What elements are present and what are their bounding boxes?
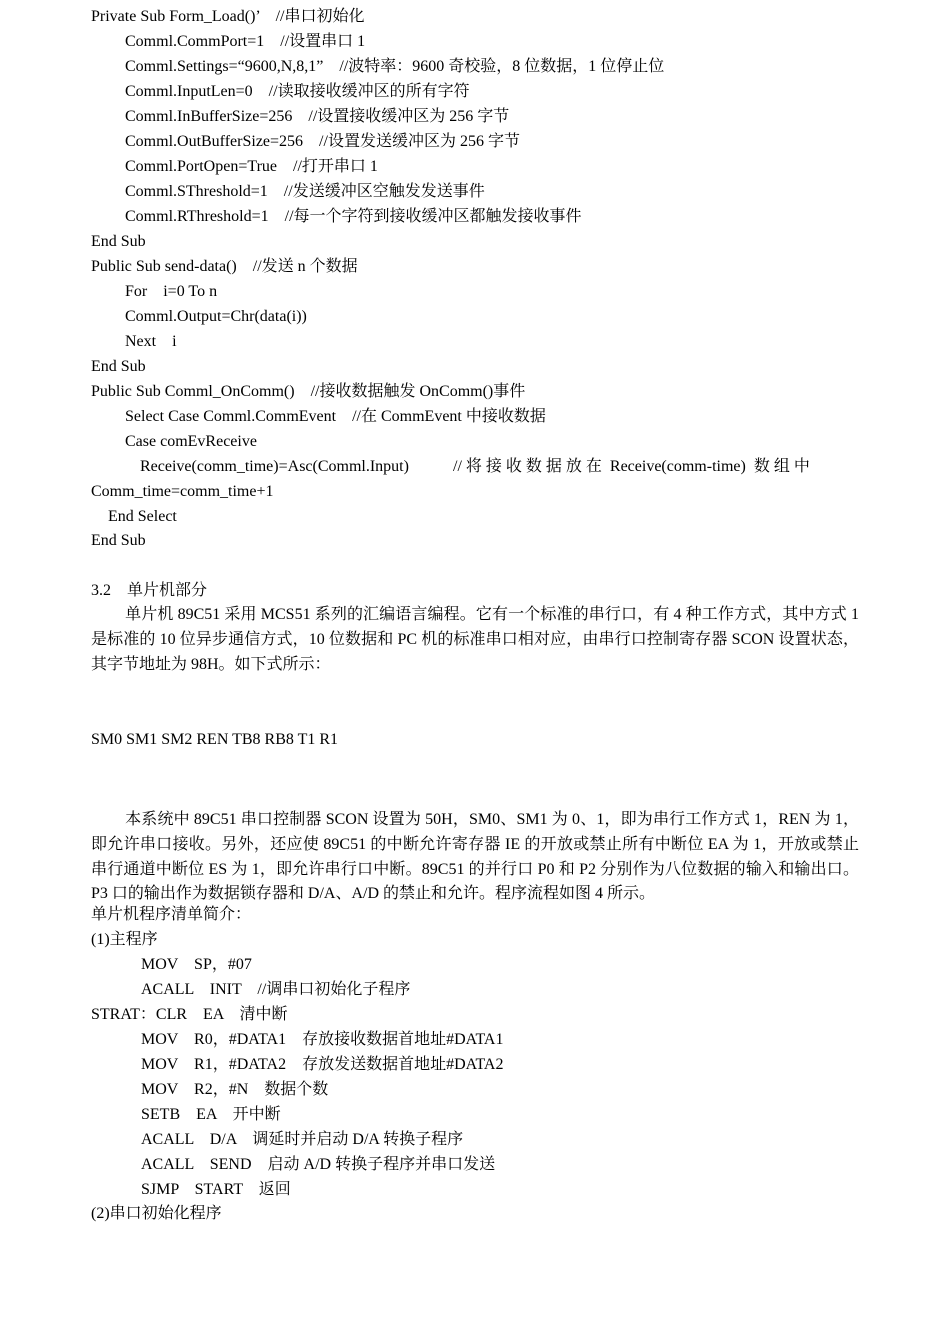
code-line: Comml.RThreshold=1 //每一个字符到接收缓冲区都触发接收事件	[125, 208, 582, 225]
code-line: ACALL D/A 调延时并启动 D/A 转换子程序	[141, 1131, 464, 1148]
code-line: End Sub	[91, 358, 146, 375]
code-line: Select Case Comml.CommEvent //在 CommEvent 中接收数据	[125, 408, 546, 425]
code-line: MOV SP，#07	[141, 956, 252, 973]
scon-bits: SM0 SM1 SM2 REN TB8 RB8 T1 R1	[91, 731, 339, 748]
code-line: ACALL SEND 启动 A/D 转换子程序并串口发送	[141, 1156, 496, 1173]
code-line: Comml.InputLen=0 //读取接收缓冲区的所有字符	[125, 83, 470, 100]
code-line: Comml.OutBufferSize=256 //设置发送缓冲区为 256 字节	[125, 133, 520, 150]
code-line: Comml.InBufferSize=256 //设置接收缓冲区为 256 字节	[125, 108, 510, 125]
code-line: Comml.Settings=“9600,N,8,1” //波特率：9600 奇校验，8 位数据，1 位停止位	[125, 58, 665, 75]
code-line: Public Sub send-data() //发送 n 个数据	[91, 258, 358, 275]
code-line: SETB EA 开中断	[141, 1106, 281, 1123]
code-line: Public Sub Comml_OnComm() //接收数据触发 OnComm()事件	[91, 383, 526, 400]
paragraph-text: 本系统中 89C51 串口控制器 SCON 设置为 50H，SM0、SM1 为 0、1，即为串行工作方式 1，REN 为 1，即允许串口接收。另外，还应使 89C51 的中断允许寄存器 IE 的开放或禁止所有中断位 EA 为 1，开放或禁止串行通道中断位 ES 为 1，即允许串行口中断。89C51 的并行口 P0 和 P2 分别作为八位数据的输入和输出口。P3 口的输出作为数据锁存器和 D/A、A/D 的禁止和允许。程序流程如图 4 所示。	[91, 811, 859, 903]
code-line: STRAT：CLR EA 清中断	[91, 1006, 288, 1023]
code-line: Comml.SThreshold=1 //发送缓冲区空触发发送事件	[125, 183, 485, 200]
init-program-title: (2)串口初始化程序	[91, 1205, 222, 1222]
code-line: Comml.Output=Chr(data(i))	[125, 308, 307, 325]
code-line: MOV R1，#DATA2 存放发送数据首地址#DATA2	[141, 1056, 504, 1073]
code-line: Private Sub Form_Load()’ //串口初始化	[91, 8, 365, 25]
code-line: Next i	[125, 333, 177, 350]
paragraph-scon-intro	[91, 603, 859, 677]
code-line: End Sub	[91, 532, 146, 549]
code-line: MOV R0，#DATA1 存放接收数据首地址#DATA1	[141, 1031, 504, 1048]
listing-title: 单片机程序清单简介：	[91, 906, 252, 923]
code-line: ACALL INIT //调串口初始化子程序	[141, 981, 411, 998]
main-program-title: (1)主程序	[91, 931, 158, 948]
code-line-wrapped-code: Receive(comm_time)=Asc(Comml.Input)	[140, 458, 409, 475]
code-line: SJMP START 返回	[141, 1181, 291, 1198]
code-line: End Select	[108, 508, 177, 525]
code-line: End Sub	[91, 233, 146, 250]
code-line: Case comEvReceive	[125, 433, 257, 450]
paragraph-text: 单片机 89C51 采用 MCS51 系列的汇编语言编程。它有一个标准的串行口，有 4 种工作方式，其中方式 1 是标准的 10 位异步通信方式，10 位数据和 PC 机的标准串口相对应，由串行口控制寄存器 SCON 设置状态，其字节地址为 98H。如下式所示：	[91, 606, 859, 673]
paragraph-system-config	[91, 808, 859, 907]
code-line: MOV R2，#N 数据个数	[141, 1081, 329, 1098]
code-line: Comml.CommPort=1 //设置串口 1	[125, 33, 366, 50]
code-line: Comml.PortOpen=True //打开串口 1	[125, 158, 378, 175]
code-line-wrapped-comment: // 将 接 收 数 据 放 在 Receive(comm-time) 数 组 中	[453, 458, 810, 475]
code-line: For i=0 To n	[125, 283, 218, 300]
section-heading: 3.2 单片机部分	[91, 582, 208, 599]
code-line-continuation: Comm_time=comm_time+1	[91, 483, 274, 500]
